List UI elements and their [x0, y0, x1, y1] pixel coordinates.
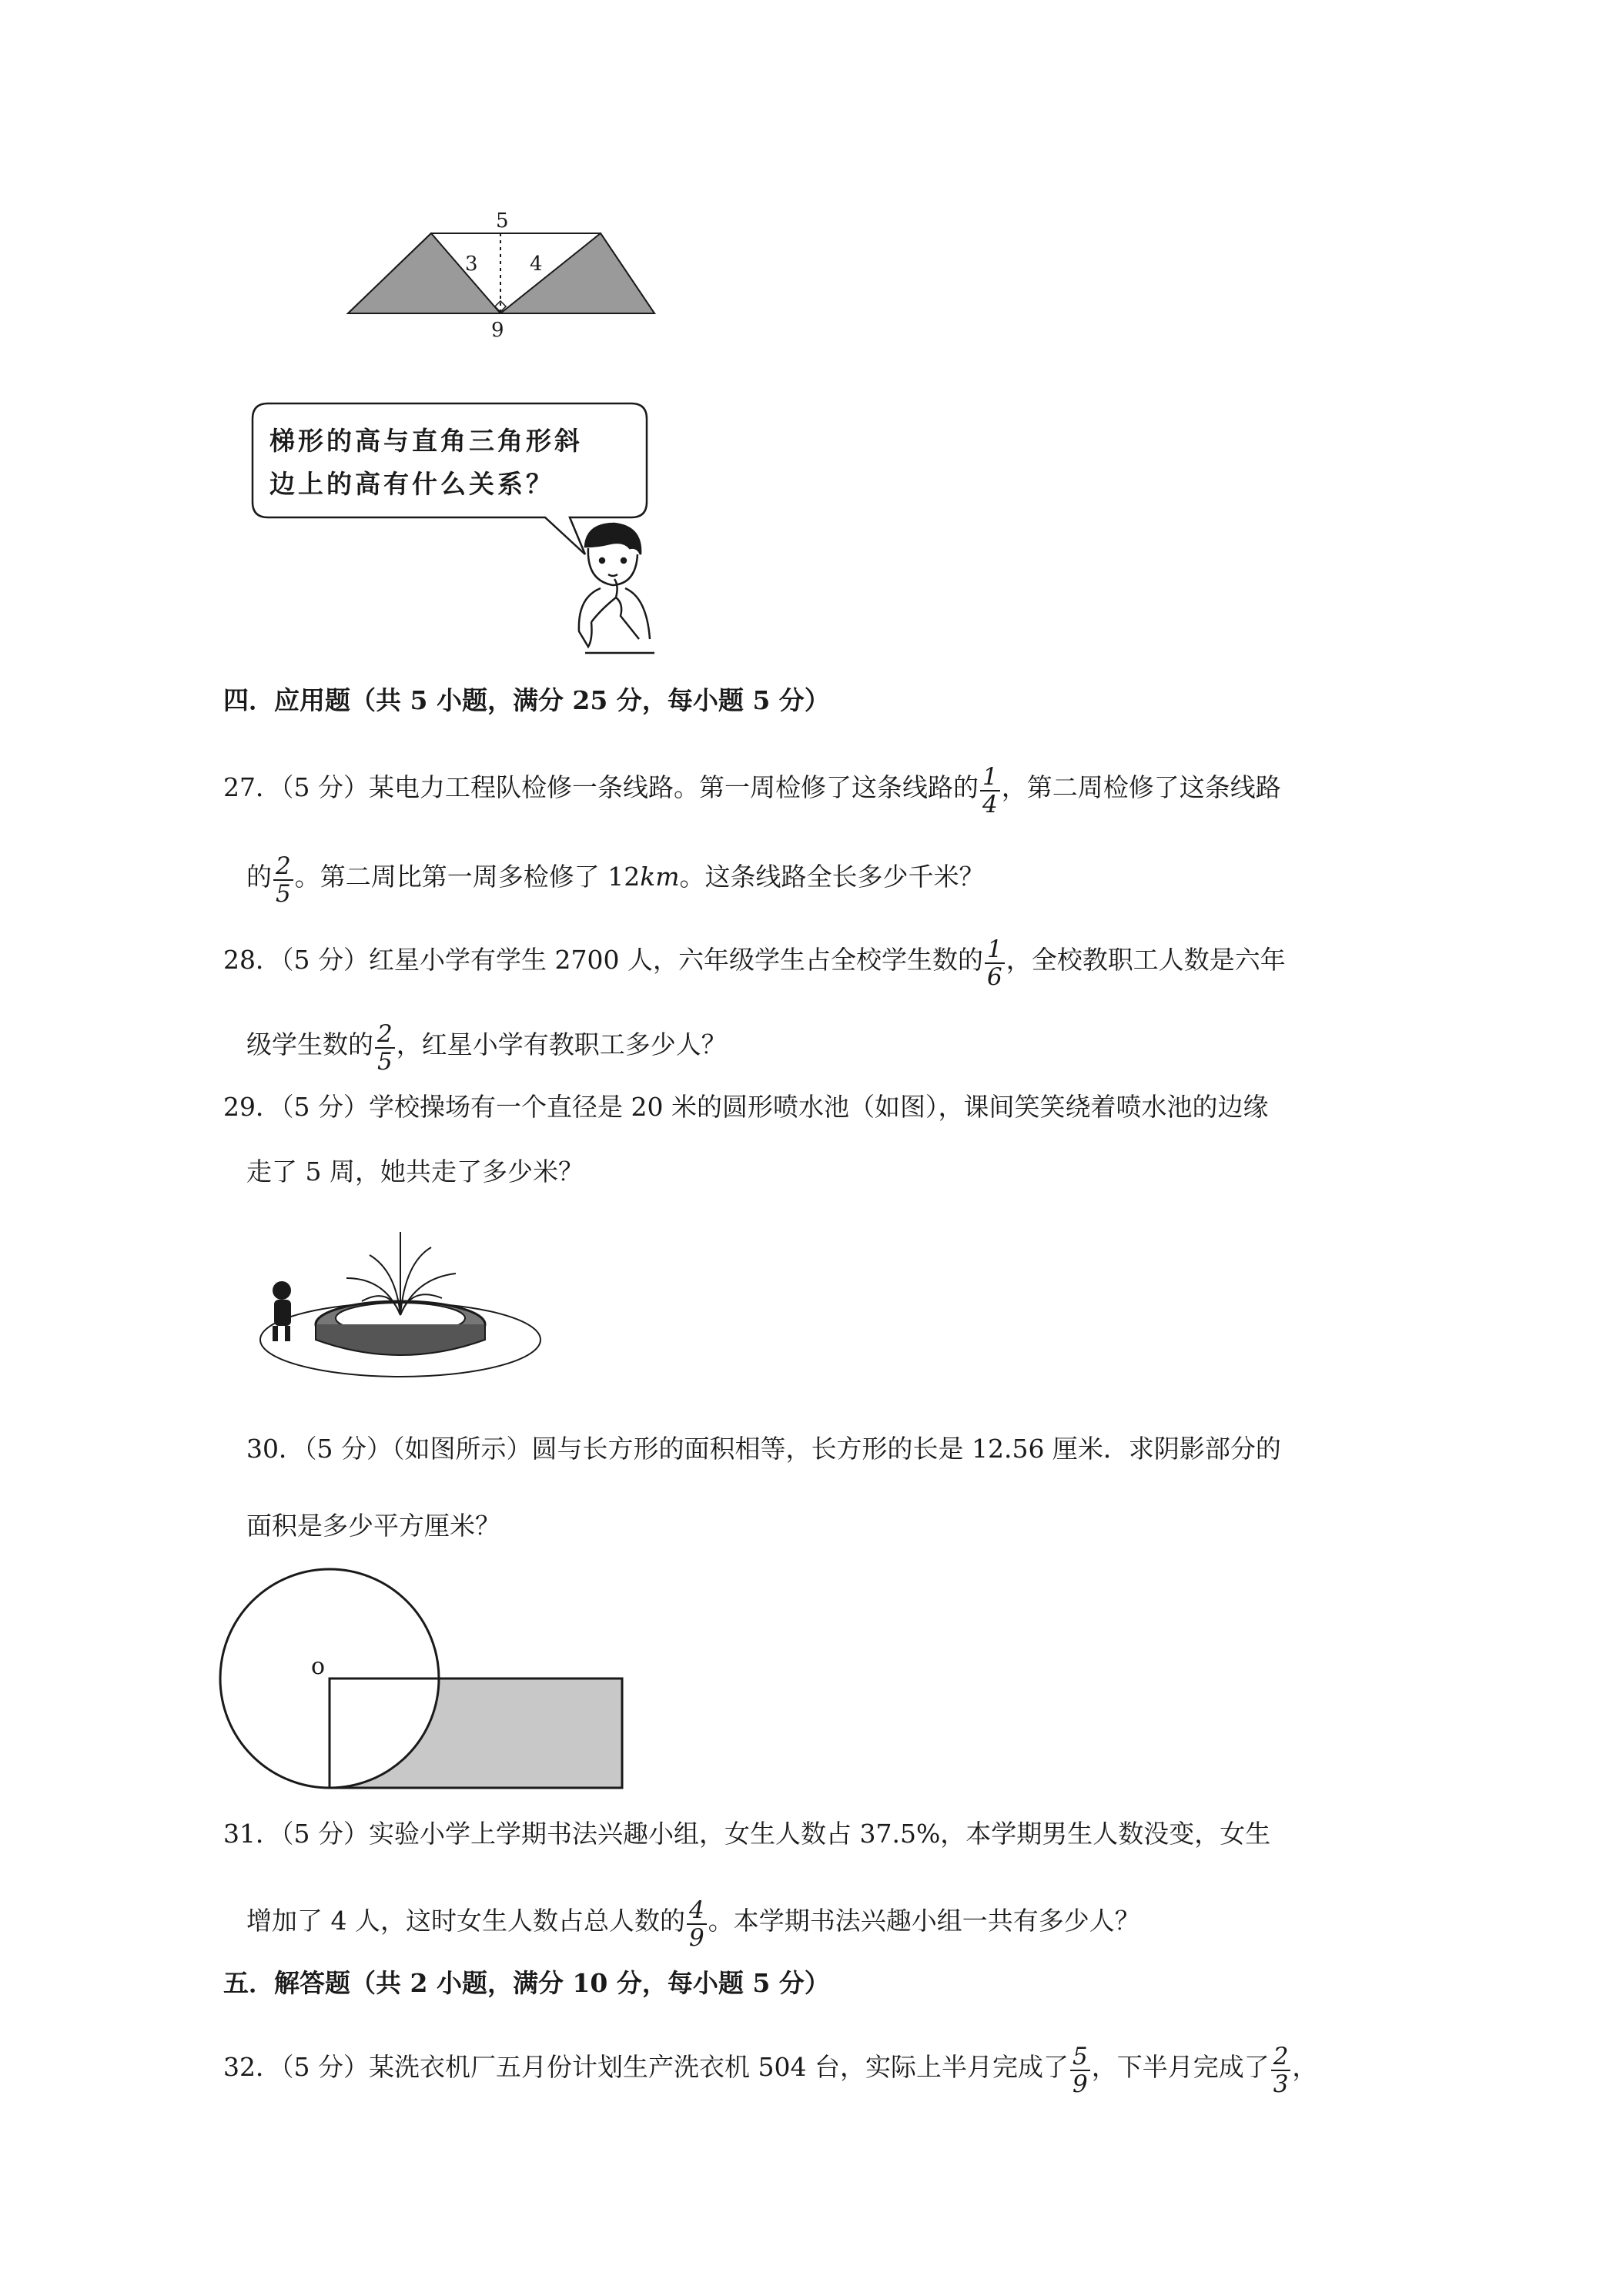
q28-fraction-1 [985, 936, 1005, 990]
q27-frac2-den: 5 [276, 880, 291, 908]
label-left: 3 [465, 253, 478, 276]
section-4-heading: 四．应用题（共 5 小题，满分 25 分，每小题 5 分） [223, 685, 830, 715]
q27-frac2-num: 2 [273, 853, 293, 881]
q31-frac1-den: 9 [688, 1924, 704, 1952]
q27-fraction-1 [980, 764, 1000, 818]
q28-text-d: ，红星小学有教职工多少人？ [396, 1029, 727, 1059]
section-5-heading: 五．解答题（共 2 小题，满分 10 分，每小题 5 分） [223, 1968, 830, 1998]
center-label: o [311, 1653, 326, 1680]
circle-rectangle-figure [216, 1578, 647, 1802]
q28-frac1-num: 1 [985, 936, 1005, 964]
q31-fraction-1 [687, 1897, 707, 1951]
right-shaded-triangle [500, 233, 654, 313]
q27-unit: km [640, 862, 680, 892]
q27-text-a: 27．（5 分）某电力工程队检修一条线路。第一周检修了这条线路的 [223, 772, 979, 802]
q28-text-a: 28．（5 分）红星小学有学生 2700 人，六年级学生占全校学生数的 [223, 945, 983, 975]
trapezoid-figure [339, 204, 662, 343]
fountain-icon [254, 1224, 547, 1386]
q29-line-2: 走了 5 周，她共走了多少米？ [246, 1156, 584, 1186]
q31-text-a: 增加了 4 人，这时女生人数占总人数的 [246, 1906, 685, 1936]
q32-fraction-2 [1271, 2043, 1291, 2097]
q32-frac1-num: 5 [1070, 2043, 1090, 2071]
q31-line-2 [246, 1896, 1140, 1950]
q32-text-b: ，下半月完成了 [1091, 2052, 1270, 2082]
q28-frac2-num: 2 [375, 1021, 395, 1049]
q28-frac2-den: 5 [377, 1048, 393, 1076]
q27-text-b: ，第二周检修了这条线路 [1001, 772, 1281, 802]
q27-text-c: 的 [246, 862, 272, 892]
q32-fraction-1 [1070, 2043, 1090, 2097]
q30-line-2: 面积是多少平方厘米？ [246, 1511, 500, 1541]
bubble-line-2: 边上的高有什么关系？ [269, 469, 554, 499]
q27-text-e: 。这条线路全长多少千米？ [679, 862, 985, 892]
q27-fraction-2 [273, 853, 293, 907]
q28-line-2 [246, 1019, 727, 1076]
q27-line-1 [223, 762, 1281, 816]
speech-bubble-figure [246, 400, 678, 654]
q28-fraction-2 [375, 1021, 395, 1075]
q32-line-1 [223, 2042, 1317, 2096]
q32-frac2-den: 3 [1273, 2070, 1289, 2098]
q28-text-c: 级学生数的 [246, 1029, 373, 1059]
q32-text-a: 32．（5 分）某洗衣机厂五月份计划生产洗衣机 504 台，实际上半月完成了 [223, 2052, 1069, 2082]
q32-frac1-den: 9 [1072, 2070, 1088, 2098]
q27-frac1-num: 1 [980, 764, 1000, 792]
q28-line-1 [223, 935, 1286, 989]
q27-line-2 [246, 852, 985, 908]
q31-frac1-num: 4 [687, 1897, 707, 1925]
q27-frac1-den: 4 [982, 791, 998, 818]
q28-frac1-den: 6 [986, 963, 1002, 991]
bubble-line-1: 梯形的高与直角三角形斜 [269, 426, 583, 456]
q32-frac2-num: 2 [1271, 2043, 1291, 2071]
q31-line-1: 31．（5 分）实验小学上学期书法兴趣小组，女生人数占 37.5%，本学期男生人数没变，女生 [223, 1819, 1271, 1849]
thinking-boy-icon [579, 524, 654, 653]
q31-text-b: 。本学期书法兴趣小组一共有多少人？ [708, 1906, 1140, 1936]
q32-text-c: ， [1292, 2052, 1318, 2082]
label-right: 4 [530, 253, 543, 276]
q29-line-1: 29．（5 分）学校操场有一个直径是 20 米的圆形喷水池（如图），课间笑笑绕着喷水池的边缘 [223, 1092, 1269, 1122]
q28-text-b: ，全校教职工人数是六年 [1006, 945, 1286, 975]
q27-text-d: 。第二周比第一周多检修了 12 [294, 862, 641, 892]
label-top: 5 [496, 209, 509, 233]
label-bottom: 9 [491, 319, 504, 342]
q30-line-1: 30．（5 分）（如图所示）圆与长方形的面积相等，长方形的长是 12.56 厘米．求阴影部分的 [246, 1434, 1281, 1464]
girl-figure [273, 1281, 291, 1341]
